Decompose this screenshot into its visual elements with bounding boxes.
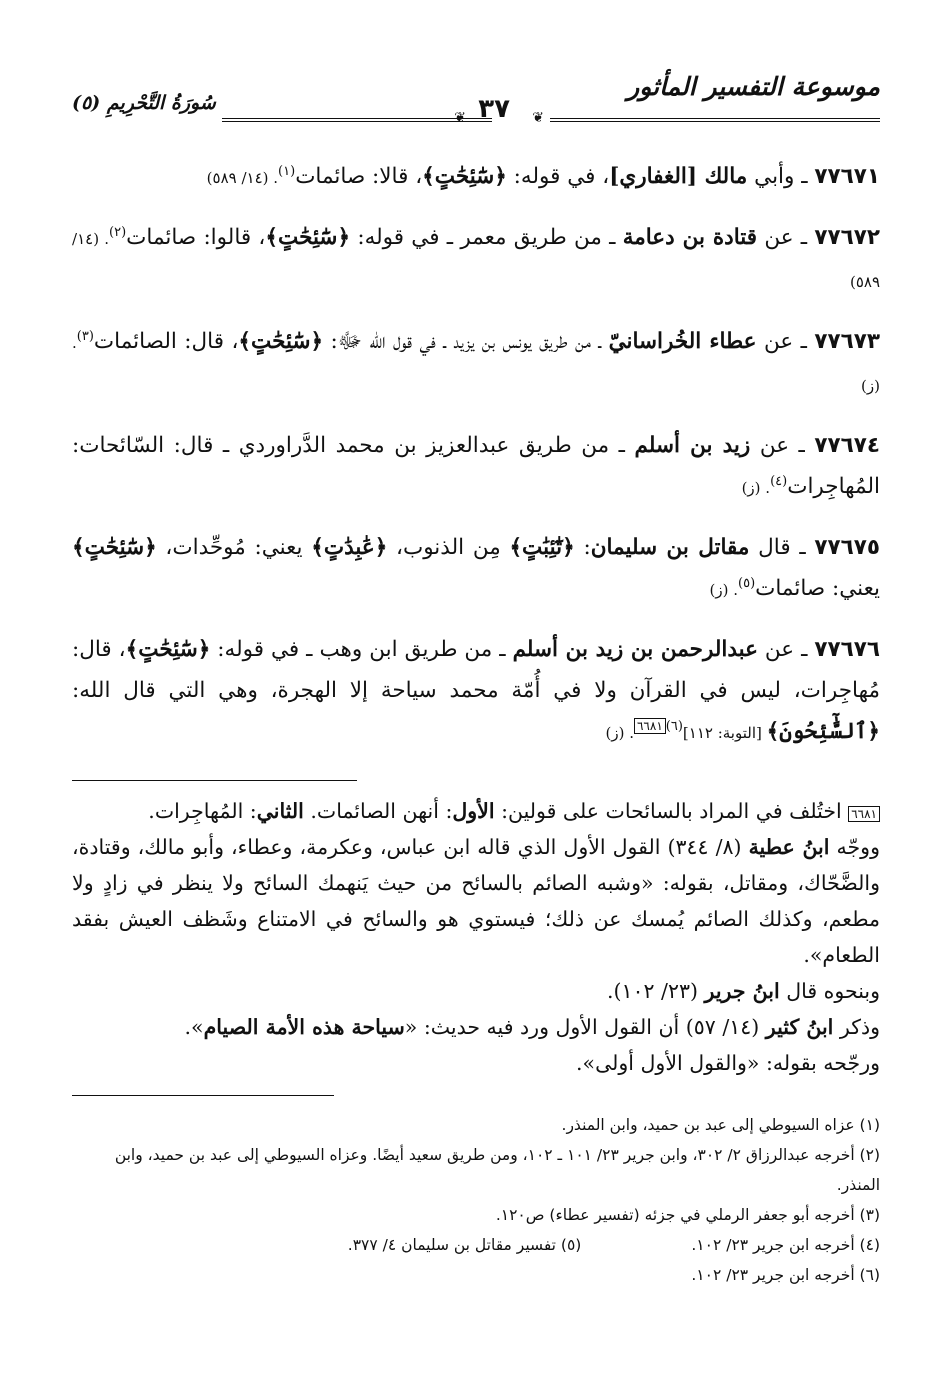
- header-rule-right: [550, 118, 880, 122]
- commentary-ref-box[interactable]: ٦٦٨١: [634, 718, 666, 734]
- narration-number: ٧٧٦٧٣: [814, 329, 880, 354]
- surah-title: سُورَةُ التَّحْرِيمِ (٥): [72, 92, 216, 114]
- narrations: [72, 156, 880, 754]
- source-ref: . (١٤/ ٥٨٩): [206, 169, 279, 187]
- commentary-paragraph: [72, 829, 880, 973]
- commentary-paragraph: [72, 1009, 880, 1045]
- text: : المُهاجِرات.: [148, 799, 257, 823]
- quran-word: ﴿سَٰٓئِحَٰتٍ﴾: [238, 329, 324, 354]
- narration-number: ٧٧٦٧٢: [814, 225, 880, 250]
- text: ورجّحه بقوله: «والقول الأول أولى».: [576, 1051, 880, 1075]
- text: ، في قوله:: [506, 164, 610, 189]
- source-ref: . (١٤/ ٥٨٩): [72, 230, 880, 291]
- page: [72, 60, 880, 1290]
- narration-number: ٧٧٦٧٦: [814, 637, 881, 662]
- footnote: (٤) أخرجه ابن جرير ٢٣/ ١٠٢.: [691, 1236, 880, 1254]
- narration-entry: [72, 156, 880, 199]
- quran-word: ﴿سَٰٓئِحَٰتٍ﴾: [422, 164, 507, 189]
- ornament-icon: ❦: [532, 110, 544, 126]
- opinion-label: الأول: [452, 799, 495, 823]
- footnote-ref: (٣): [76, 328, 94, 344]
- narration-entry: [72, 217, 880, 303]
- text: (١٤/ ٥٧) أن القول الأول ورد فيه حديث: «: [404, 1015, 766, 1039]
- footnote: (١) عزاه السيوطي إلى عبد بن حميد، وابن المنذر.: [561, 1116, 880, 1134]
- narration-number: ٧٧٦٧١: [814, 164, 880, 189]
- verse-ref: [التوبة: ١١٢]: [682, 724, 767, 742]
- page-number: ٣٧: [478, 94, 510, 124]
- hadith-text: سياحة هذه الأمة الصيام: [203, 1015, 405, 1039]
- text: (٢٣/ ١٠٢).: [606, 979, 705, 1003]
- commentary-paragraph: [72, 973, 880, 1009]
- footnote-ref: (١): [278, 163, 296, 179]
- footnote-ref: (٤): [770, 473, 788, 489]
- narrator-name: مقاتل بن سليمان: [590, 535, 750, 560]
- text: اختُلف في المراد بالسائحات على قولين:: [494, 799, 849, 823]
- scholar-name: ابنُ عطية: [748, 835, 830, 859]
- footnote-separator: [72, 1095, 334, 1096]
- text: ـ من طريق يونس بن يزيد ـ في قول الله ﷻ:: [323, 329, 609, 354]
- book-title: موسوعة التفسير المأثور: [627, 72, 880, 101]
- text: :: [574, 535, 591, 560]
- commentary-separator: [72, 780, 357, 781]
- text: مِن الذنوب،: [387, 535, 510, 560]
- text: ووجّه: [829, 835, 880, 859]
- commentary-number-box: ٦٦٨١: [848, 806, 880, 822]
- scholar-name: ابنُ جرير: [704, 979, 780, 1003]
- narration-entry: [72, 629, 880, 754]
- text: ، قالا: صائمات: [295, 164, 423, 189]
- footnote: (٥) تفسير مقاتل بن سليمان ٤/ ٣٧٧.: [347, 1236, 582, 1254]
- narrator-name: عطاء الخُراسانيّ: [608, 329, 757, 354]
- text: يعني: مُوحِّدات،: [156, 535, 312, 560]
- footnote: (٢) أخرجه عبدالرزاق ٢/ ٣٠٢، وابن جرير ٢٣/ ١٠١ ـ ١٠٢، ومن طريق سعيد أيضًا. وعزاه السيوطي إلى عبد بن حميد، وابن المنذر.: [114, 1146, 880, 1194]
- footnote-row: [72, 1230, 880, 1260]
- header-rule-left: [222, 118, 492, 122]
- text: وبنحوه قال: [779, 979, 880, 1003]
- opinion-label: الثاني: [256, 799, 304, 823]
- narrator-name: عبدالرحمن بن زيد بن أسلم: [512, 637, 758, 662]
- text: ـ عن: [750, 433, 815, 458]
- text: ـ من طريق ابن وهب ـ في قوله:: [210, 637, 513, 662]
- text: ، قال: مُهاجِرات، ليس في القرآن ولا في أُمّة محمد سياحة إلا الهجرة، وهي التي قال الله:: [72, 637, 880, 703]
- quran-word: ﴿سَٰٓئِحَٰتٍ﴾: [125, 637, 211, 662]
- narrator-name: مالك [الغفاري]: [609, 164, 748, 189]
- text: وذكر: [833, 1015, 880, 1039]
- text: ، قالوا: صائمات: [126, 225, 266, 250]
- quran-word: ﴿تَٰٓئِبَٰتٍ﴾: [509, 535, 575, 560]
- commentary-paragraph: [72, 793, 880, 829]
- source-ref: . (ز): [741, 479, 771, 497]
- source-ref: . (ز): [72, 334, 880, 395]
- scholar-name: ابنُ كثير: [765, 1015, 834, 1039]
- text: : أنهن الصائمات.: [303, 799, 453, 823]
- commentary-paragraph: [72, 1045, 880, 1081]
- ornament-icon: ❦: [454, 110, 466, 126]
- narrator-name: قتادة بن دعامة: [622, 225, 758, 250]
- quran-word: ﴿سَٰٓئِحَٰتٍ﴾: [265, 225, 351, 250]
- page-header: [72, 60, 880, 126]
- footnote: (٣) أخرجه أبو جعفر الرملي في جزئه (تفسير عطاء) ص١٢٠.: [495, 1206, 880, 1224]
- source-ref: . (ز): [605, 724, 634, 742]
- text: ـ قال: [749, 535, 815, 560]
- commentary-block: [72, 793, 880, 1081]
- text: ـ عن: [756, 329, 815, 354]
- quran-word: ﴿عَٰبِدَٰتٍ﴾: [311, 535, 388, 560]
- text: ـ من طريق عبدالعزيز بن محمد الدَّراوردي ـ قال: السّائحات: المُهاجِرات: [72, 433, 880, 499]
- footnote-ref: (٢): [109, 224, 127, 240]
- footnote-ref: (٦): [665, 718, 683, 734]
- narration-entry: [72, 527, 880, 611]
- quran-word: ﴿ٱلسَّٰٓئِحُونَ﴾: [766, 719, 880, 744]
- text: (٨/ ٣٤٤) القول الأول الذي قاله ابن عباس، وعكرمة، وعطاء، وأبو مالك، وقتادة، والضَّحّاك، ومقاتل، بقوله: «وشبه الصائم بالسائح من حيث يَنهمك السائح ولا ينظر في زادٍ ولا مطعم، وكذلك الصائم يُمسك عن ذلك؛ فيستوي هو والسائح في الامتناع وشَظف العيش بفقد الطعام».: [72, 835, 880, 967]
- quran-word: ﴿سَٰٓئِحَٰتٍ﴾: [72, 535, 157, 560]
- text: ـ وأبي: [747, 164, 815, 189]
- narration-number: ٧٧٦٧٥: [814, 535, 880, 560]
- text: ».: [184, 1015, 204, 1039]
- text: ، قال: الصائمات: [93, 329, 239, 354]
- text: ـ عن: [757, 225, 815, 250]
- footnote-ref: (٥): [738, 575, 756, 591]
- text: يعني: صائمات: [755, 576, 880, 601]
- narration-entry: [72, 425, 880, 509]
- narrator-name: زيد بن أسلم: [634, 433, 751, 458]
- narration-entry: [72, 321, 880, 407]
- source-ref: . (ز): [709, 581, 738, 599]
- text: ـ عن: [757, 637, 815, 662]
- text: ـ من طريق معمر ـ في قوله:: [350, 225, 623, 250]
- footnotes: [72, 1110, 880, 1290]
- footnote: (٦) أخرجه ابن جرير ٢٣/ ١٠٢.: [691, 1266, 880, 1284]
- narration-number: ٧٧٦٧٤: [814, 433, 881, 458]
